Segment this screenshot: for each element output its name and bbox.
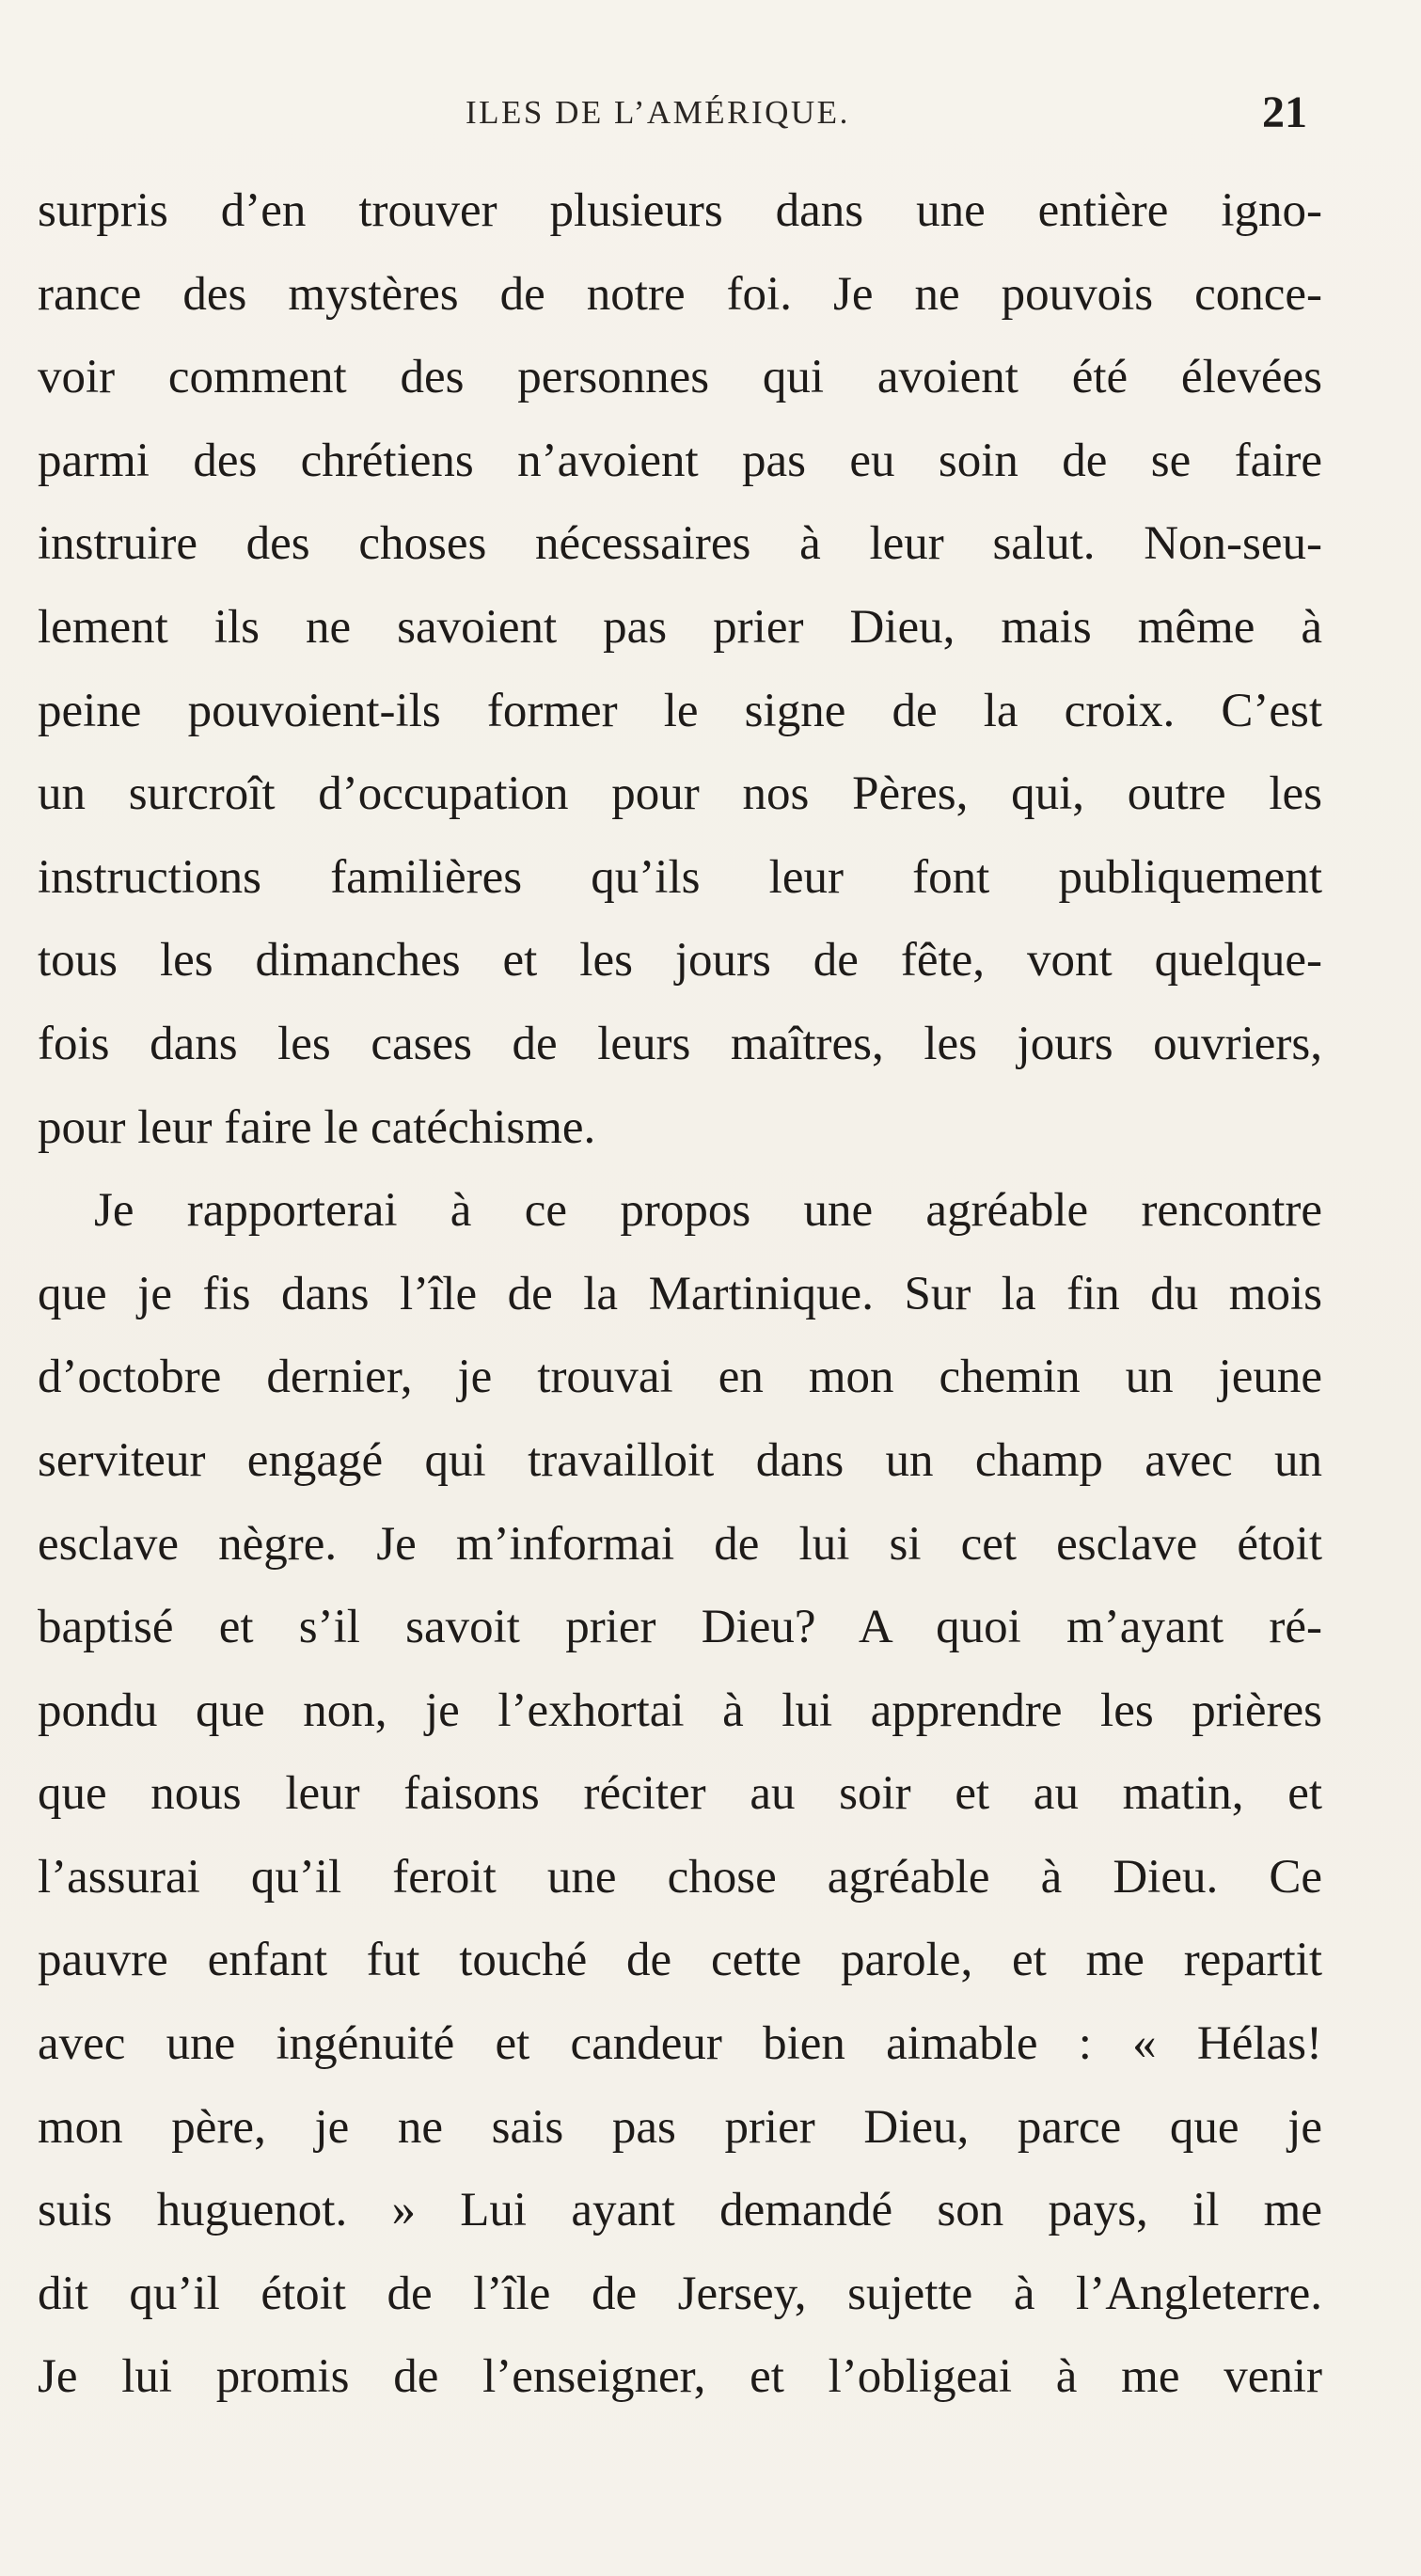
paragraph <box>38 1169 1322 2419</box>
body-text <box>38 169 1322 2419</box>
text-line: voir comment des personnes qui avoient été élevées <box>38 351 1322 404</box>
text-line: rance des mystères de notre foi. Je ne pouvois conce- <box>38 267 1322 321</box>
text-line: que nous leur faisons réciter au soir et au matin, et <box>38 1767 1322 1821</box>
text-line: d’octobre dernier, je trouvai en mon chemin un jeune <box>38 1351 1322 1404</box>
text-line: esclave nègre. Je m’informai de lui si cet esclave étoit <box>38 1517 1322 1571</box>
text-line: pauvre enfant fut touché de cette parole, et me repartit <box>38 1934 1322 1987</box>
text-line: serviteur engagé qui travailloit dans un champ avec un <box>38 1433 1322 1487</box>
running-head: ILES DE L’AMÉRIQUE. <box>466 94 850 131</box>
text-line: instructions familières qu’ils leur font publiquement <box>38 850 1322 904</box>
text-line: avec une ingénuité et candeur bien aimable : « Hélas! <box>38 2017 1322 2071</box>
text-line: parmi des chrétiens n’avoient pas eu soin de se faire <box>38 434 1322 487</box>
text-line: peine pouvoient-ils former le signe de la croix. C’est <box>38 684 1322 737</box>
text-line: instruire des choses nécessaires à leur salut. Non-seu- <box>38 517 1322 571</box>
page-header <box>0 87 1421 160</box>
text-line: baptisé et s’il savoit prier Dieu? A quoi m’ayant ré- <box>38 1601 1322 1654</box>
text-line: que je fis dans l’île de la Martinique. Sur la fin du mois <box>38 1267 1322 1320</box>
text-line: suis huguenot. » Lui ayant demandé son pays, il me <box>38 2184 1322 2237</box>
text-line: fois dans les cases de leurs maîtres, les jours ouvriers, <box>38 1017 1322 1070</box>
text-line: pour leur faire le catéchisme. <box>38 1100 596 1154</box>
paragraph <box>38 169 1322 1169</box>
text-line: l’assurai qu’il feroit une chose agréable à Dieu. Ce <box>38 1850 1322 1904</box>
text-line: mon père, je ne sais pas prier Dieu, parce que je <box>38 2100 1322 2154</box>
text-line: Je lui promis de l’enseigner, et l’obligeai à me venir <box>38 2350 1322 2404</box>
text-line: tous les dimanches et les jours de fête, vont quelque- <box>38 934 1322 988</box>
page-number: 21 <box>1262 87 1307 137</box>
text-line: pondu que non, je l’exhortai à lui apprendre les prières <box>38 1683 1322 1737</box>
text-line: lement ils ne savoient pas prier Dieu, mais même à <box>38 600 1322 654</box>
text-line: surpris d’en trouver plusieurs dans une entière igno- <box>38 184 1322 237</box>
text-line: dit qu’il étoit de l’île de Jersey, sujette à l’Angleterre. <box>38 2267 1322 2320</box>
text-line: un surcroît d’occupation pour nos Pères, qui, outre les <box>38 767 1322 821</box>
text-line: Je rapporterai à ce propos une agréable rencontre <box>94 1184 1322 1238</box>
